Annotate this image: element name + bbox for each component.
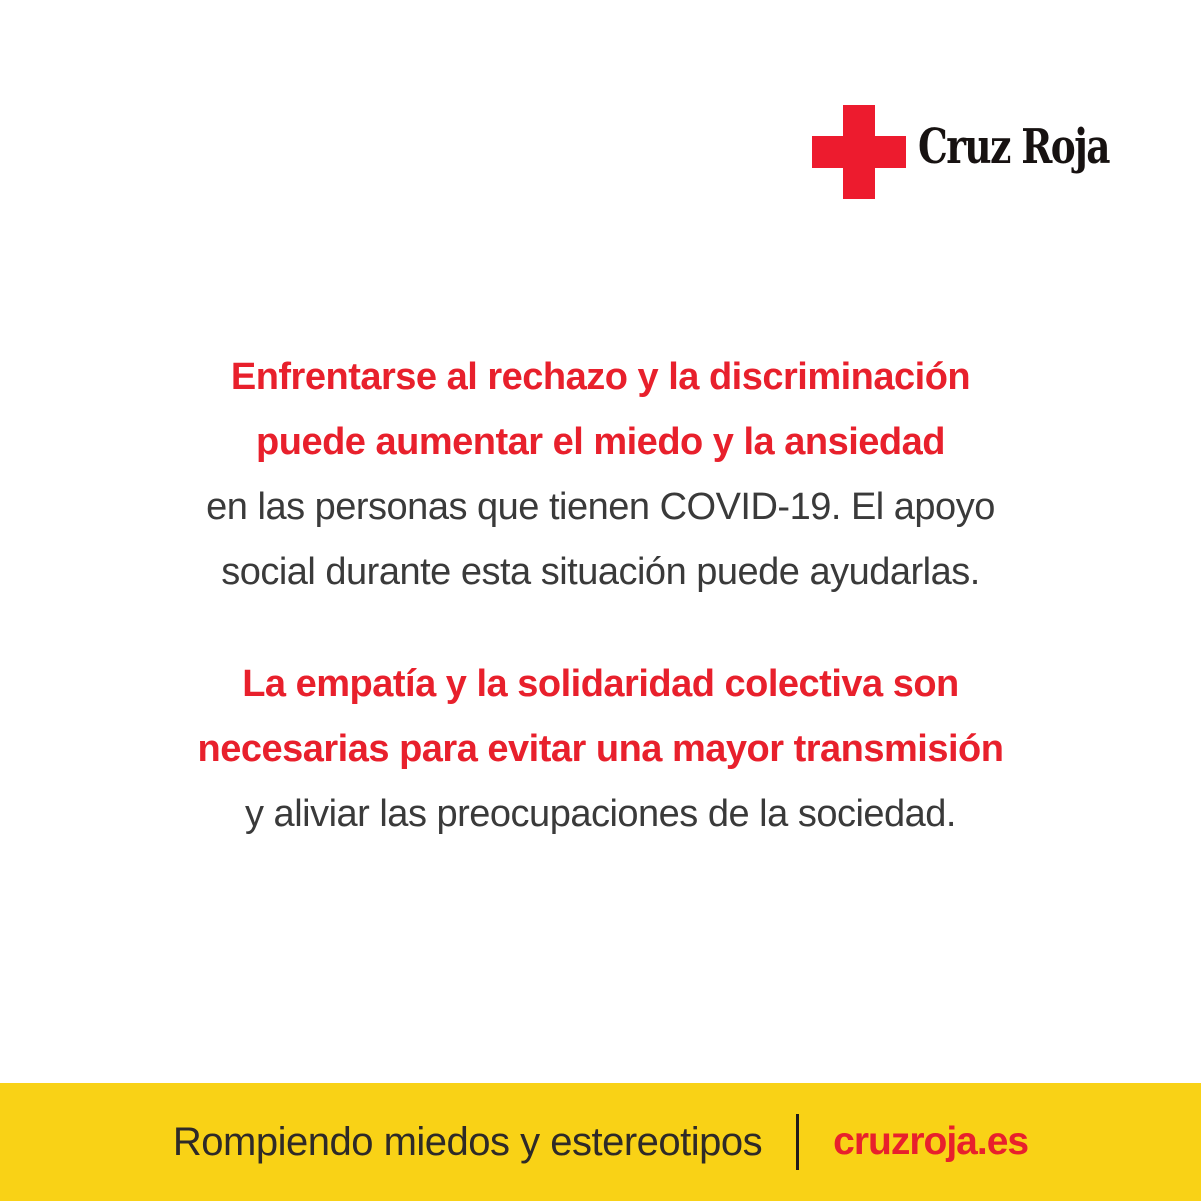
- message-line-dark-2: social durante esta situación puede ayudarlas.: [221, 551, 980, 593]
- red-cross-icon: [812, 105, 906, 199]
- campaign-tagline: Rompiendo miedos y estereotipos: [172, 1119, 763, 1164]
- message-line-red-2: puede aumentar el miedo y la ansiedad: [256, 421, 945, 463]
- message-line-dark-1: en las personas que tienen COVID-19. El apoyo: [206, 486, 995, 528]
- message-line-red-4: necesarias para evitar una mayor transmisión: [197, 728, 1004, 770]
- footer-divider: [796, 1114, 799, 1170]
- message-line-dark-3: y aliviar las preocupaciones de la sociedad.: [245, 793, 956, 835]
- message-line-red-1: Enfrentarse al rechazo y la discriminación: [230, 356, 971, 398]
- footer-bar: [0, 1083, 1201, 1201]
- message-block: [0, 345, 1201, 847]
- message-line-red-3: La empatía y la solidaridad colectiva son: [242, 663, 959, 705]
- brand-name: Cruz Roja: [918, 119, 1109, 175]
- website-link[interactable]: cruzroja.es: [833, 1120, 1029, 1163]
